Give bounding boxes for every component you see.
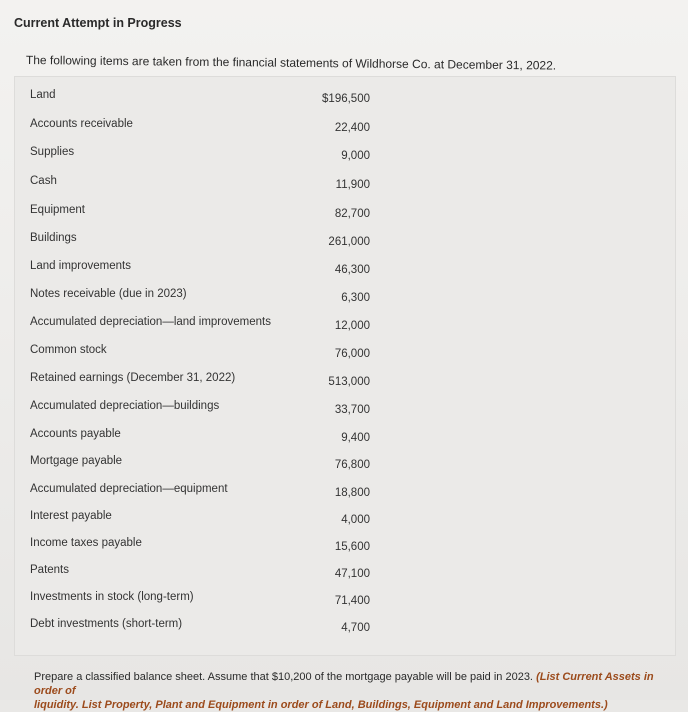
item-value: 261,000	[328, 236, 370, 248]
list-item	[30, 564, 370, 586]
item-label: Notes receivable (due in 2023)	[30, 288, 187, 300]
item-label: Accounts receivable	[30, 118, 133, 130]
list-item	[30, 146, 370, 168]
instructions-emphasis-2: liquidity. List Property, Plant and Equipment in order of Land, Buildings, Equipment and Land Improvements.)	[34, 699, 608, 711]
list-item	[30, 618, 370, 640]
item-value: 513,000	[328, 376, 370, 388]
item-label: Accumulated depreciation—buildings	[30, 400, 220, 412]
list-item	[30, 428, 370, 450]
item-label: Land	[30, 89, 56, 101]
item-value: 76,800	[334, 459, 370, 471]
item-value: 4,000	[341, 514, 370, 526]
item-value: 47,100	[334, 568, 370, 580]
item-label: Income taxes payable	[30, 537, 142, 549]
list-item	[30, 118, 370, 140]
item-value: 6,300	[341, 292, 370, 304]
item-value: 71,400	[334, 595, 370, 607]
item-label: Investments in stock (long-term)	[30, 591, 194, 603]
list-item	[30, 204, 370, 226]
list-item	[30, 510, 370, 532]
list-item	[30, 232, 370, 254]
item-value: 9,400	[341, 432, 370, 444]
instructions-emphasis-1: (List Current Assets in order of	[34, 671, 654, 697]
item-value: 11,900	[335, 179, 370, 191]
instructions-main: Prepare a classified balance sheet. Assume that $10,200 of the mortgage payable will be paid in 2023.	[34, 671, 533, 683]
item-value: 4,700	[341, 622, 370, 634]
list-item	[30, 400, 370, 422]
list-item	[30, 316, 370, 338]
item-value: 18,800	[334, 487, 370, 499]
item-label: Cash	[30, 175, 57, 187]
item-label: Buildings	[30, 232, 77, 244]
item-label: Land improvements	[30, 260, 131, 272]
item-label: Common stock	[30, 344, 107, 356]
item-value: 15,600	[334, 541, 370, 553]
list-item	[30, 288, 370, 310]
item-label: Mortgage payable	[30, 455, 123, 467]
list-item	[30, 591, 370, 613]
list-item	[30, 537, 370, 559]
item-value: 33,700	[334, 404, 370, 416]
item-value: 9,000	[341, 150, 370, 162]
list-item	[30, 483, 370, 505]
instructions-text	[34, 670, 684, 712]
item-label: Patents	[30, 564, 69, 576]
item-value: 46,300	[334, 264, 370, 276]
list-item	[30, 344, 370, 366]
item-value: $196,500	[322, 93, 370, 105]
item-label: Debt investments (short-term)	[30, 618, 183, 630]
list-item	[30, 89, 370, 111]
list-item	[30, 372, 370, 394]
item-value: 82,700	[334, 208, 370, 220]
problem-intro-text: The following items are taken from the financial statements of Wildhorse Co. at December 31, 2022.	[25, 53, 557, 73]
list-item	[30, 175, 370, 197]
item-label: Supplies	[30, 146, 75, 158]
list-item	[30, 260, 370, 282]
list-item	[30, 455, 370, 477]
item-label: Interest payable	[30, 510, 112, 522]
item-value: 12,000	[334, 320, 370, 332]
item-value: 22,400	[334, 122, 370, 134]
item-label: Accounts payable	[30, 428, 121, 440]
item-label: Accumulated depreciation—equipment	[30, 483, 228, 495]
item-value: 76,000	[334, 348, 370, 360]
item-label: Retained earnings (December 31, 2022)	[30, 372, 236, 384]
item-label: Equipment	[30, 204, 85, 216]
item-label: Accumulated depreciation—land improvements	[30, 316, 271, 328]
attempt-status-heading: Current Attempt in Progress	[14, 16, 182, 30]
